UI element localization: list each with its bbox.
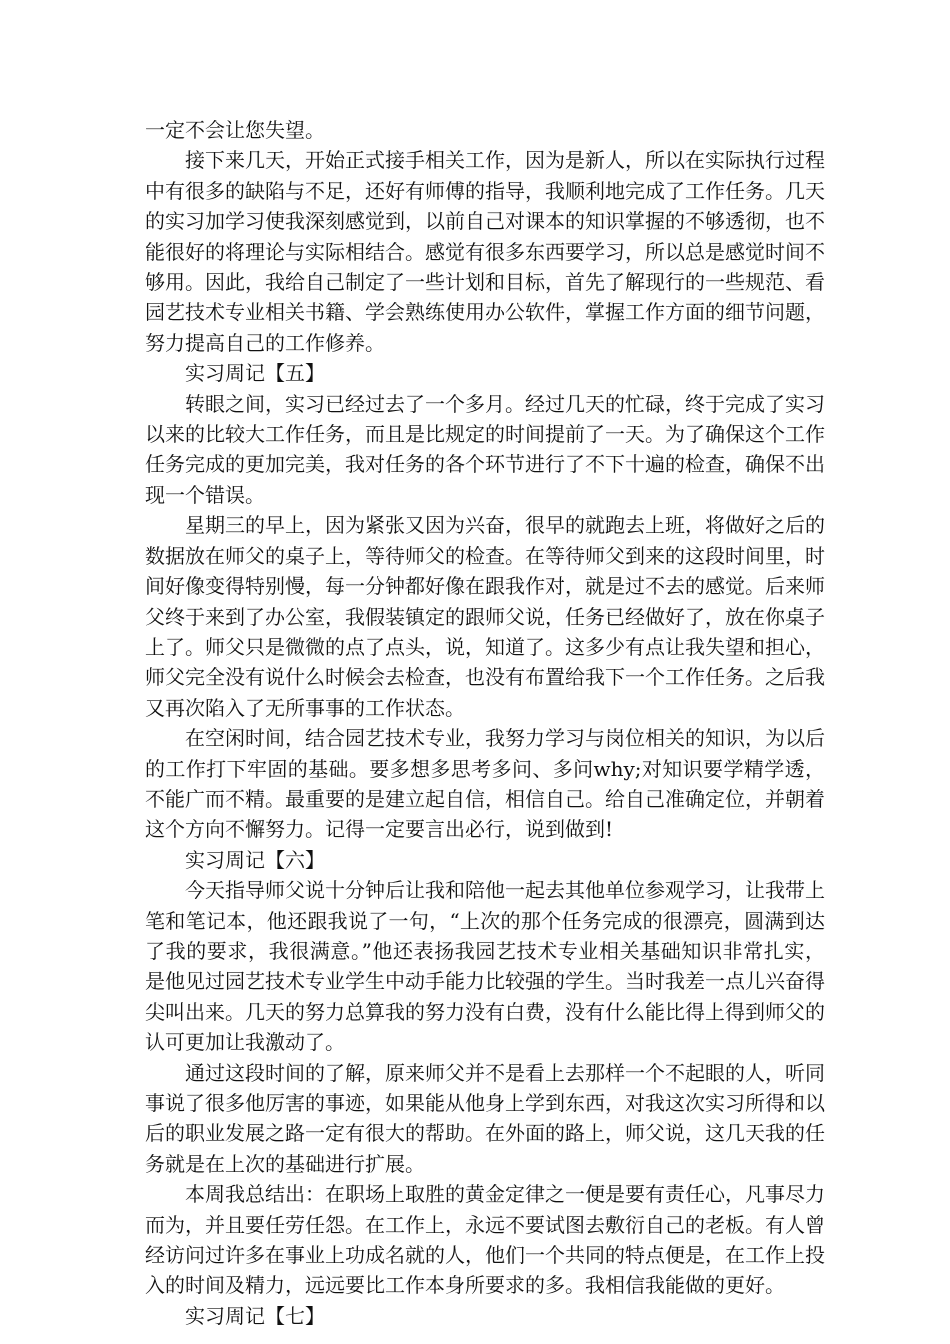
paragraph: 转眼之间，实习已经过去了一个多月。经过几天的忙碌，终于完成了实习以来的比较大工作任务，而且是比规定的时间提前了一天。为了确保这个工作任务完成的更加完美，我对任务的各个环节进行了不下十遍的检查，确保不出现一个错误。 bbox=[145, 391, 825, 507]
paragraph: 星期三的早上，因为紧张又因为兴奋，很早的就跑去上班，将做好之后的数据放在师父的桌子上，等待师父的检查。在等待师父到来的这段时间里，时间好像变得特别慢，每一分钟都好像在跟我作对，就是过不去的感觉。后来师父终于来到了办公室，我假装镇定的跟师父说，任务已经做好了，放在你桌子上了。师父只是微微的点了点头，说，知道了。这多少有点让我失望和担心，师父完全没有说什么时候会去检查，也没有布置给我下一个工作任务。之后我又再次陷入了无所事事的工作状态。 bbox=[145, 513, 825, 720]
document-body bbox=[145, 115, 825, 1331]
paragraph: 今天指导师父说十分钟后让我和陪他一起去其他单位参观学习，让我带上笔和笔记本，他还跟我说了一句，“上次的那个任务完成的很漂亮，圆满到达了我的要求，我很满意。”他还表扬我园艺技术专业相关基础知识非常扎实，是他见过园艺技术专业学生中动手能力比较强的学生。当时我差一点儿兴奋得尖叫出来。几天的努力总算我的努力没有白费，没有什么能比得上得到师父的认可更加让我激动了。 bbox=[145, 878, 825, 1055]
paragraph: 通过这段时间的了解，原来师父并不是看上去那样一个不起眼的人，听同事说了很多他厉害的事迹，如果能从他身上学到东西，对我这次实习所得和以后的职业发展之路一定有很大的帮助。在外面的路上，师父说，这几天我的任务就是在上次的基础进行扩展。 bbox=[145, 1060, 825, 1176]
paragraph: 在空闲时间，结合园艺技术专业，我努力学习与岗位相关的知识，为以后的工作打下牢固的基础。要多想多思考多问、多问why;对知识要学精学透，不能广而不精。最重要的是建立起自信，相信自己。给自己准确定位，并朝着这个方向不懈努力。记得一定要言出必行，说到做到! bbox=[145, 726, 825, 842]
section-heading-week-5: 实习周记【五】 bbox=[185, 361, 325, 386]
paragraph: 本周我总结出：在职场上取胜的黄金定律之一便是要有责任心，凡事尽力而为，并且要任劳任怨。在工作上，永远不要试图去敷衍自己的老板。有人曾经访问过许多在事业上功成名就的人，他们一个共同的特点便是，在工作上投入的时间及精力，远远要比工作本身所要求的多。我相信我能做的更好。 bbox=[145, 1182, 825, 1298]
paragraph-continuation: 一定不会让您失望。 bbox=[145, 118, 325, 142]
section-heading-week-7: 实习周记【七】 bbox=[185, 1303, 325, 1328]
paragraph: 接下来几天，开始正式接手相关工作，因为是新人，所以在实际执行过程中有很多的缺陷与不足，还好有师傅的指导，我顺利地完成了工作任务。几天的实习加学习使我深刻感觉到，以前自己对课本的知识掌握的不够透彻，也不能很好的将理论与实际相结合。感觉有很多东西要学习，所以总是感觉时间不够用。因此，我给自己制定了一些计划和目标，首先了解现行的一些规范、看园艺技术专业相关书籍、学会熟练使用办公软件，掌握工作方面的细节问题，努力提高自己的工作修养。 bbox=[145, 148, 825, 355]
section-heading-week-6: 实习周记【六】 bbox=[185, 847, 325, 872]
